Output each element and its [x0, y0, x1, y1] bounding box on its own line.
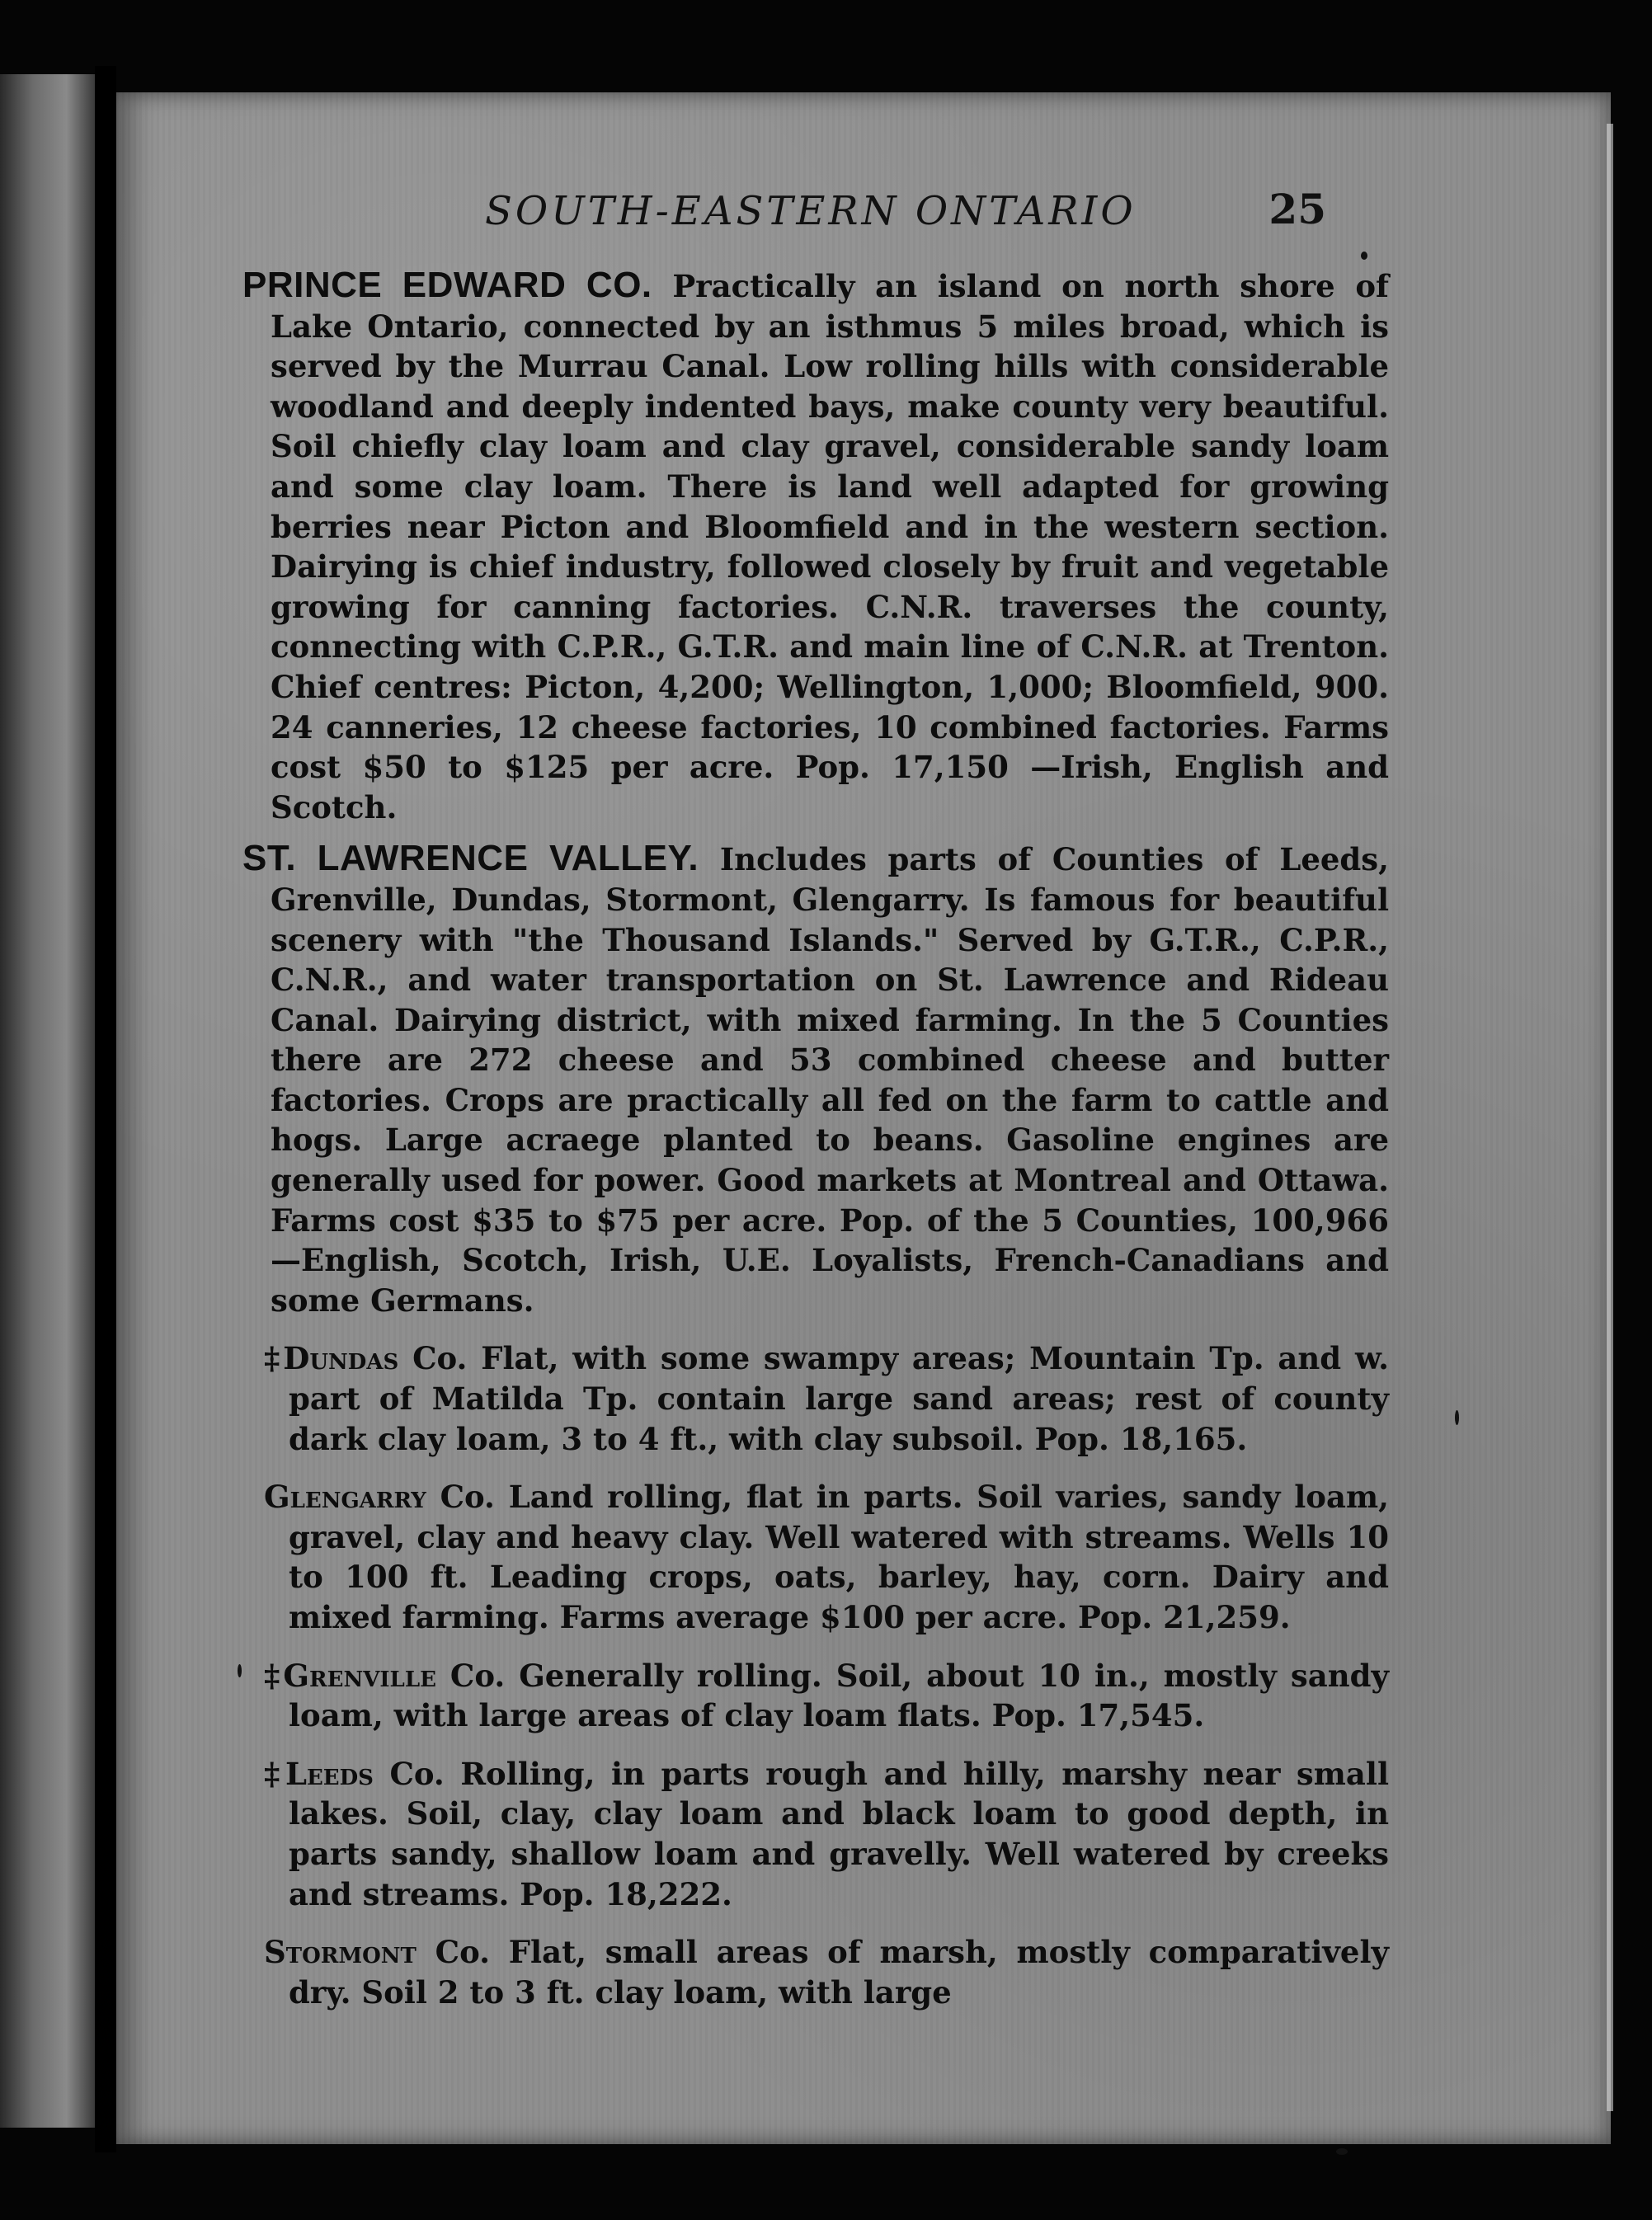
county-text: Land rolling, flat in parts. Soil varies, sandy loam, gravel, clay and heavy clay. Well watered with streams. Wells 10 to 100 ft. Leading crops, oats, barley, hay, corn. Dairy and mixed farming. Farms average $100 per acre. Pop. 21,259. — [289, 1479, 1389, 1635]
double-dagger-mark: ‡ — [264, 1340, 284, 1377]
county-entry-leeds — [242, 1754, 1389, 1914]
page-body — [242, 266, 1389, 2024]
book-gutter — [95, 66, 116, 2152]
county-entry-dundas — [242, 1338, 1389, 1459]
ink-speck — [1336, 2148, 1348, 2155]
entry-heading: ST. LAWRENCE VALLEY. — [242, 838, 699, 879]
county-name: Leeds — [285, 1755, 374, 1792]
facing-page-edge — [0, 74, 95, 2128]
county-suffix: Co. — [389, 1755, 445, 1792]
ink-speck — [238, 1664, 242, 1677]
county-text: Rolling, in parts rough and hilly, marshy near small lakes. Soil, clay, clay loam and black loam to good depth, in parts sandy, shallow loam and gravelly. Well watered by creeks and streams. Pop. 18,222. — [289, 1755, 1390, 1912]
entry-heading: PRINCE EDWARD CO. — [242, 265, 652, 305]
page-number: 25 — [1268, 185, 1326, 233]
entry-st-lawrence-valley — [242, 839, 1389, 1320]
ink-speck — [1361, 252, 1367, 260]
page-right-edge — [1607, 124, 1613, 2111]
entry-prince-edward — [242, 266, 1389, 827]
county-text: Generally rolling. Soil, about 10 in., mostly sandy loam, with large areas of clay loam flats. Pop. 17,545. — [289, 1657, 1389, 1734]
entry-text: Includes parts of Counties of Leeds, Grenville, Dundas, Stormont, Glengarry. Is famous for beautiful scenery with "the Thousand Islands." Served by G.T.R., C.P.R., C.N.R., and water transportation on St. Lawrence and Rideau Canal. Dairying district, with mixed farming. In the 5 Counties there are 272 cheese and 53 combined cheese and butter factories. Crops are practically all fed on the farm to cattle and hogs. Large acraege planted to beans. Gasoline engines are generally used for power. Good markets at Montreal and Ottawa. Farms cost $35 to $75 per acre. Pop. of the 5 Counties, 100,966 —English, Scotch, Irish, U.E. Loyalists, French-Canadians and some Germans. — [271, 841, 1390, 1319]
county-suffix: Co. — [449, 1657, 506, 1694]
county-text: Flat, with some swampy areas; Mountain Tp. and w. part of Matilda Tp. contain large sand areas; rest of county dark clay loam, 3 to 4 ft., with clay subsoil. Pop. 18,165. — [289, 1340, 1389, 1457]
county-text: Flat, small areas of marsh, mostly comparatively dry. Soil 2 to 3 ft. clay loam, with large — [289, 1934, 1389, 2011]
entry-text: Practically an island on north shore of Lake Ontario, connected by an isthmus 5 miles broad, which is served by the Murrau Canal. Low rolling hills with considerable woodland and deeply indented bays, make county very beautiful. Soil chiefly clay loam and clay gravel, considerable sandy loam and some clay loam. There is land well adapted for growing berries near Picton and Bloomfield and in the western section. Dairying is chief industry, followed closely by fruit and vegetable growing for canning factories. C.N.R. traverses the county, connecting with C.P.R., G.T.R. and main line of C.N.R. at Trenton. Chief centres: Picton, 4,200; Wellington, 1,000; Bloomfield, 900. 24 canneries, 12 cheese factories, 10 combined factories. Farms cost $50 to $125 per acre. Pop. 17,150 —Irish, English and Scotch. — [271, 268, 1389, 825]
county-name: Grenville — [283, 1657, 436, 1694]
ink-speck — [1455, 1410, 1459, 1425]
county-name: Stormont — [264, 1934, 417, 1971]
county-entry-glengarry — [242, 1477, 1389, 1637]
county-name: Dundas — [283, 1340, 399, 1377]
county-entry-grenville — [242, 1656, 1389, 1736]
county-entry-stormont — [242, 1932, 1389, 2012]
county-suffix: Co. — [440, 1479, 495, 1516]
county-name: Glengarry — [264, 1479, 426, 1516]
running-head — [369, 185, 1326, 246]
header-title: SOUTH-EASTERN ONTARIO — [485, 188, 1137, 234]
double-dagger-mark: ‡ — [264, 1657, 284, 1694]
county-suffix: Co. — [435, 1934, 490, 1971]
county-suffix: Co. — [412, 1340, 468, 1377]
double-dagger-mark: ‡ — [264, 1755, 285, 1792]
